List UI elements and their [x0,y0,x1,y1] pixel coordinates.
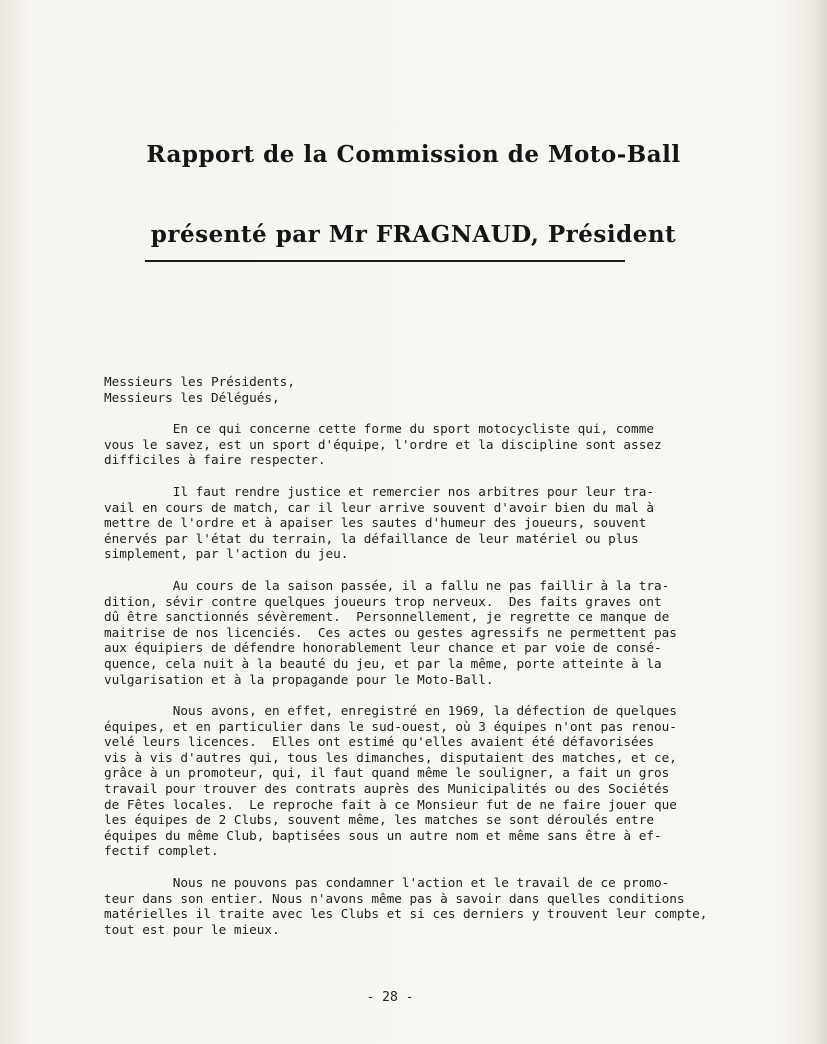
paragraph-line: vulgarisation et à la propagande pour le Moto-Ball. [104,671,494,687]
paragraph-line: Nous avons, en effet, enregistré en 1969, la défection de quelques [104,703,677,719]
salutation-line: Messieurs les Délégués, [104,389,280,405]
paragraph-line: dition, sévir contre quelques joueurs trop nerveux. Des faits graves ont [104,593,662,609]
paragraph-line: Nous ne pouvons pas condamner l'action et le travail de ce promo- [104,875,670,891]
paragraph-line: de Fêtes locales. Le reproche fait à ce Monsieur fut de ne faire jouer que [104,796,677,812]
paragraph-line: fectif complet. [104,843,219,859]
paragraph-line: tout est pour le mieux. [104,921,280,937]
title-underline [145,260,625,262]
paragraph-line: difficiles à faire respecter. [104,452,326,468]
paragraph-line: énervés par l'état du terrain, la défaillance de leur matériel ou plus [104,530,639,546]
paragraph-discipline [104,421,764,468]
report-subtitle: présenté par Mr FRAGNAUD, Président [150,221,677,248]
paragraph-line: dû être sanctionnés sévèrement. Personnellement, je regrette ce manque de [104,609,670,625]
paragraph-line: vail en cours de match, car il leur arrive souvent d'avoir bien du mal à [104,499,654,515]
letter-body [104,374,764,953]
paragraph-season [104,578,764,687]
report-title: Rapport de la Commission de Moto-Ball [146,141,681,168]
paragraph-line: matérielles il traite avec les Clubs et si ces derniers y trouvent leur compte, [104,906,708,922]
paragraph-line: Au cours de la saison passée, il a fallu ne pas faillir à la tra- [104,577,670,593]
paragraph-line: teur dans son entier. Nous n'avons même pas à savoir dans quelles conditions [104,890,685,906]
paragraph-line: vous le savez, est un sport d'équipe, l'ordre et la discipline sont assez [104,436,662,452]
paragraph-line: simplement, par l'action du jeu. [104,546,349,562]
paragraph-line: aux équipiers de défendre honorablement leur chance et par voie de consé- [104,640,662,656]
paragraph-line: équipes du même Club, baptisées sous un autre nom et même sans être à ef- [104,827,662,843]
page-number: - 28 - [366,990,414,1005]
paragraph-line: équipes, et en particulier dans le sud-ouest, où 3 équipes n'ont pas renou- [104,718,677,734]
paragraph-line: travail pour trouver des contrats auprès des Municipalités ou des Sociétés [104,781,670,797]
paragraph-line: mettre de l'ordre et à apaiser les sautes d'humeur des joueurs, souvent [104,515,647,531]
paragraph-line: vis à vis d'autres qui, tous les dimanches, disputaient des matches, et ce, [104,749,677,765]
salutation-line: Messieurs les Présidents, [104,374,295,389]
paragraph-line: grâce à un promoteur, qui, il faut quand même le souligner, a fait un gros [104,765,670,781]
paragraph-promoter [104,875,764,937]
paragraph-line: les équipes de 2 Clubs, souvent même, les matches se sont déroulés entre [104,812,654,828]
paragraph-line: Il faut rendre justice et remercier nos arbitres pour leur tra- [104,483,654,499]
paragraph-defection [104,703,764,859]
paragraph-line: quence, cela nuit à la beauté du jeu, et par la même, porte atteinte à la [104,655,662,671]
paragraph-line: velé leurs licences. Elles ont estimé qu'elles avaient été défavorisées [104,734,654,750]
paragraph-line: maitrise de nos licenciés. Ces actes ou gestes agressifs ne permettent pas [104,624,677,640]
paragraph-referees [104,484,764,562]
salutation [104,374,764,405]
paragraph-line: En ce qui concerne cette forme du sport motocycliste qui, comme [104,421,654,437]
